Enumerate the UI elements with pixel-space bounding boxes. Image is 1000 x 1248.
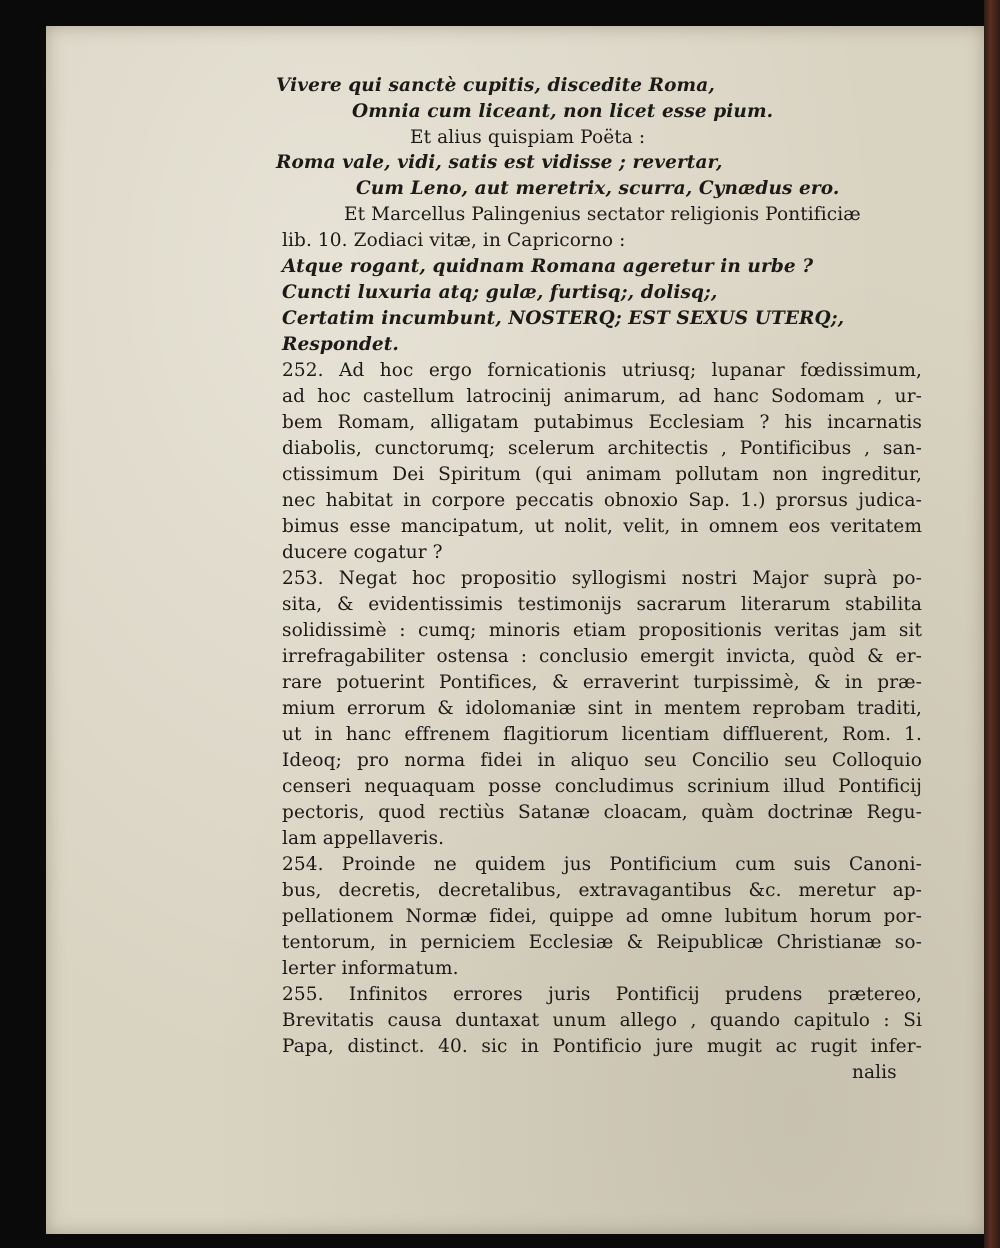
paragraph-line: 255. Infinitos errores juris Pontificij prudens prætereo, — [282, 984, 922, 1005]
verse-line: Roma vale, vidi, satis est vidisse ; revertar, — [276, 152, 723, 173]
book-page — [46, 26, 984, 1234]
verse-line: Atque rogant, quidnam Romana ageretur in urbe ? — [282, 256, 814, 277]
paragraph-line: irrefragabiliter ostensa : conclusio emergit invicta, quòd & er- — [282, 646, 922, 667]
paragraph-line: bus, decretis, decretalibus, extravagantibus &c. meretur ap- — [282, 880, 922, 901]
text-line: lib. 10. Zodiaci vitæ, in Capricorno : — [282, 230, 626, 251]
verse-line: Certatim incumbunt, NOSTERQ; EST SEXUS UTERQ;, — [282, 308, 845, 329]
paragraph-line: ctissimum Dei Spiritum (qui animam pollutam non ingreditur, — [282, 464, 922, 485]
paragraph-line: solidissimè : cumq; minoris etiam propositionis veritas jam sit — [282, 620, 922, 641]
verse-line: Cum Leno, aut meretrix, scurra, Cynædus ero. — [356, 178, 840, 199]
verse-line: Cuncti luxuria atq; gulæ, furtisq;, dolisq;, — [282, 282, 718, 303]
paragraph-line: 252. Ad hoc ergo fornicationis utriusq; lupanar fœdissimum, — [282, 360, 922, 381]
paragraph-line: tentorum, in perniciem Ecclesiæ & Reipublicæ Christianæ so- — [282, 932, 922, 953]
paragraph-line: pellationem Normæ fidei, quippe ad omne lubitum horum por- — [282, 906, 922, 927]
paragraph-line: nec habitat in corpore peccatis obnoxio Sap. 1.) prorsus judica- — [282, 490, 922, 511]
paragraph-line: censeri nequaquam posse concludimus scrinium illud Pontificij — [282, 776, 922, 797]
paragraph-line: sita, & evidentissimis testimonijs sacrarum literarum stabilita — [282, 594, 922, 615]
paragraph-line: bimus esse mancipatum, ut nolit, velit, in omnem eos veritatem — [282, 516, 922, 537]
paragraph-line: bem Romam, alligatam putabimus Ecclesiam ? his incarnatis — [282, 412, 922, 433]
paragraph-line: mium errorum & idolomaniæ sint in mentem reprobam traditi, — [282, 698, 922, 719]
paragraph-line: diabolis, cunctorumq; scelerum architectis , Pontificibus , san- — [282, 438, 922, 459]
catchword: nalis — [852, 1062, 897, 1083]
verse-line: Respondet. — [282, 334, 399, 355]
paragraph-line: lam appellaveris. — [282, 828, 445, 849]
text-line: Et alius quispiam Poëta : — [410, 127, 646, 148]
paragraph-line: ut in hanc effrenem flagitiorum licentiam diffluerent, Rom. 1. — [282, 724, 922, 745]
book-edge — [984, 0, 1000, 1248]
paragraph-line: 253. Negat hoc propositio syllogismi nostri Major suprà po- — [282, 568, 922, 589]
paragraph-line: ducere cogatur ? — [282, 542, 443, 563]
paragraph-line: Papa, distinct. 40. sic in Pontificio jure mugit ac rugit infer- — [282, 1036, 922, 1057]
paragraph-line: pectoris, quod rectiùs Satanæ cloacam, quàm doctrinæ Regu- — [282, 802, 922, 823]
paragraph-line: rare potuerint Pontifices, & erraverint turpissimè, & in præ- — [282, 672, 922, 693]
verse-line: Vivere qui sanctè cupitis, discedite Roma, — [276, 75, 715, 96]
text-line: Et Marcellus Palingenius sectator religionis Pontificiæ — [344, 204, 861, 225]
paragraph-line: ad hoc castellum latrocinij animarum, ad hanc Sodomam , ur- — [282, 386, 922, 407]
paragraph-line: Ideoq; pro norma fidei in aliquo seu Concilio seu Colloquio — [282, 750, 922, 771]
paragraph-line: lerter informatum. — [282, 958, 459, 979]
verse-line: Omnia cum liceant, non licet esse pium. — [352, 101, 774, 122]
paragraph-line: 254. Proinde ne quidem jus Pontificium cum suis Canoni- — [282, 854, 922, 875]
paragraph-line: Brevitatis causa duntaxat unum allego , quando capitulo : Si — [282, 1010, 922, 1031]
